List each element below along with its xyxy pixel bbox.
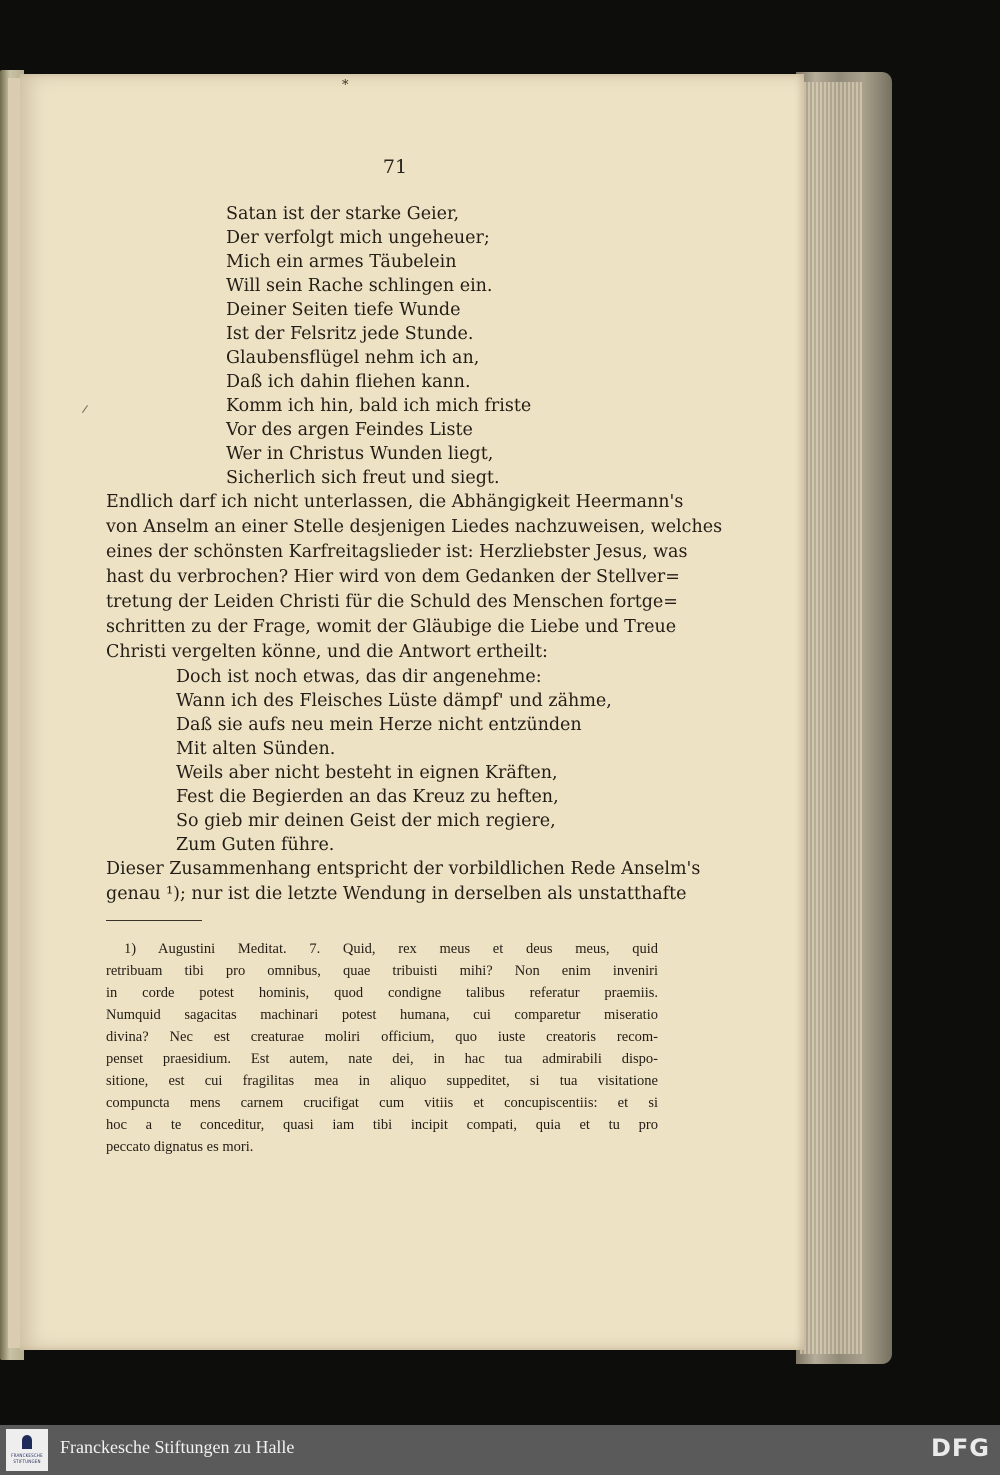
verse-line: Glaubensflügel nehm ich an, [226, 348, 480, 368]
verse-line: Der verfolgt mich ungeheuer; [226, 228, 490, 248]
footnote-rule [106, 920, 202, 921]
verse-line: Mich ein armes Täubelein [226, 252, 457, 272]
footnote-line: 1) Augustini Meditat. 7. Quid, rex meus et deus meus, quid [124, 941, 658, 957]
building-icon [22, 1435, 32, 1449]
footnote-line: peccato dignatus es mori. [106, 1139, 254, 1155]
page-ornament: * [342, 78, 349, 93]
institution-name[interactable]: Franckesche Stiftungen zu Halle [60, 1437, 295, 1457]
prose-line: Dieser Zusammenhang entspricht der vorbildlichen Rede Anselm's [106, 859, 701, 879]
prose-line: eines der schönsten Karfreitagslieder ist: Herzliebster Jesus, was [106, 542, 688, 562]
footnote-line: in corde potest hominis, quod condigne talibus referatur praemiis. [106, 985, 658, 1001]
pencil-mark [82, 405, 92, 416]
footnote-line: retribuam tibi pro omnibus, quae tribuisti mihi? Non enim inveniri [106, 963, 658, 979]
verse-line: Daß sie aufs neu mein Herze nicht entzünden [176, 715, 582, 735]
verse-line: Sicherlich sich freut und siegt. [226, 468, 500, 488]
prose-line: Endlich darf ich nicht unterlassen, die Abhängigkeit Heermann's [106, 492, 684, 512]
footnote-line: sitione, est cui fragilitas mea in aliquo suppeditet, si tua visitatione [106, 1073, 658, 1089]
prose-line: hast du verbrochen? Hier wird von dem Gedanken der Stellver= [106, 567, 680, 587]
book-page [20, 74, 804, 1350]
page-number: 71 [382, 156, 408, 178]
verse-line: Komm ich hin, bald ich mich friste [226, 396, 532, 416]
prose-line: Christi vergelten könne, und die Antwort ertheilt: [106, 642, 548, 662]
verse-line: Ist der Felsritz jede Stunde. [226, 324, 474, 344]
verse-line: Mit alten Sünden. [176, 739, 336, 759]
footnote-line: penset praesidium. Est autem, nate dei, in hac tua admirabili dispo- [106, 1051, 658, 1067]
verse-line: Will sein Rache schlingen ein. [226, 276, 493, 296]
prose-line: tretung der Leiden Christi für die Schuld des Menschen fortge= [106, 592, 678, 612]
verse-line: Doch ist noch etwas, das dir angenehme: [176, 667, 542, 687]
verse-line: Vor des argen Feindes Liste [226, 420, 473, 440]
verse-line: So gieb mir deinen Geist der mich regiere, [176, 811, 556, 831]
page-stack-edge [796, 72, 892, 1364]
verse-line: Deiner Seiten tiefe Wunde [226, 300, 461, 320]
verse-line: Fest die Begierden an das Kreuz zu heften, [176, 787, 559, 807]
viewer-footer [0, 1425, 1000, 1475]
dfg-logo[interactable]: DFG [930, 1434, 990, 1462]
verse-line: Wer in Christus Wunden liegt, [226, 444, 494, 464]
verse-line: Zum Guten führe. [176, 835, 335, 855]
verse-line: Wann ich des Fleisches Lüste dämpf' und zähme, [176, 691, 612, 711]
prose-line: von Anselm an einer Stelle desjenigen Liedes nachzuweisen, welches [106, 517, 723, 537]
verse-line: Daß ich dahin fliehen kann. [226, 372, 471, 392]
prose-line: schritten zu der Frage, womit der Gläubige die Liebe und Treue [106, 617, 677, 637]
prose-line: genau ¹); nur ist die letzte Wendung in derselben als unstatthafte [106, 884, 687, 904]
francke-logo[interactable] [6, 1429, 48, 1471]
footnote-line: hoc a te conceditur, quasi iam tibi incipit compati, quia et tu pro [106, 1117, 658, 1133]
verse-line: Weils aber nicht besteht in eignen Kräften, [176, 763, 558, 783]
footnote-line: divina? Nec est creaturae moliri officium, quo iuste creatoris recom- [106, 1029, 658, 1045]
footnote-line: compuncta mens carnem crucifigat cum vitiis et concupiscentiis: et si [106, 1095, 658, 1111]
logo-caption: FRANCKESCHE STIFTUNGEN [11, 1453, 43, 1464]
verse-line: Satan ist der starke Geier, [226, 204, 460, 224]
footnote-line: Numquid sagacitas machinari potest humana, cui comparetur miseratio [106, 1007, 658, 1023]
